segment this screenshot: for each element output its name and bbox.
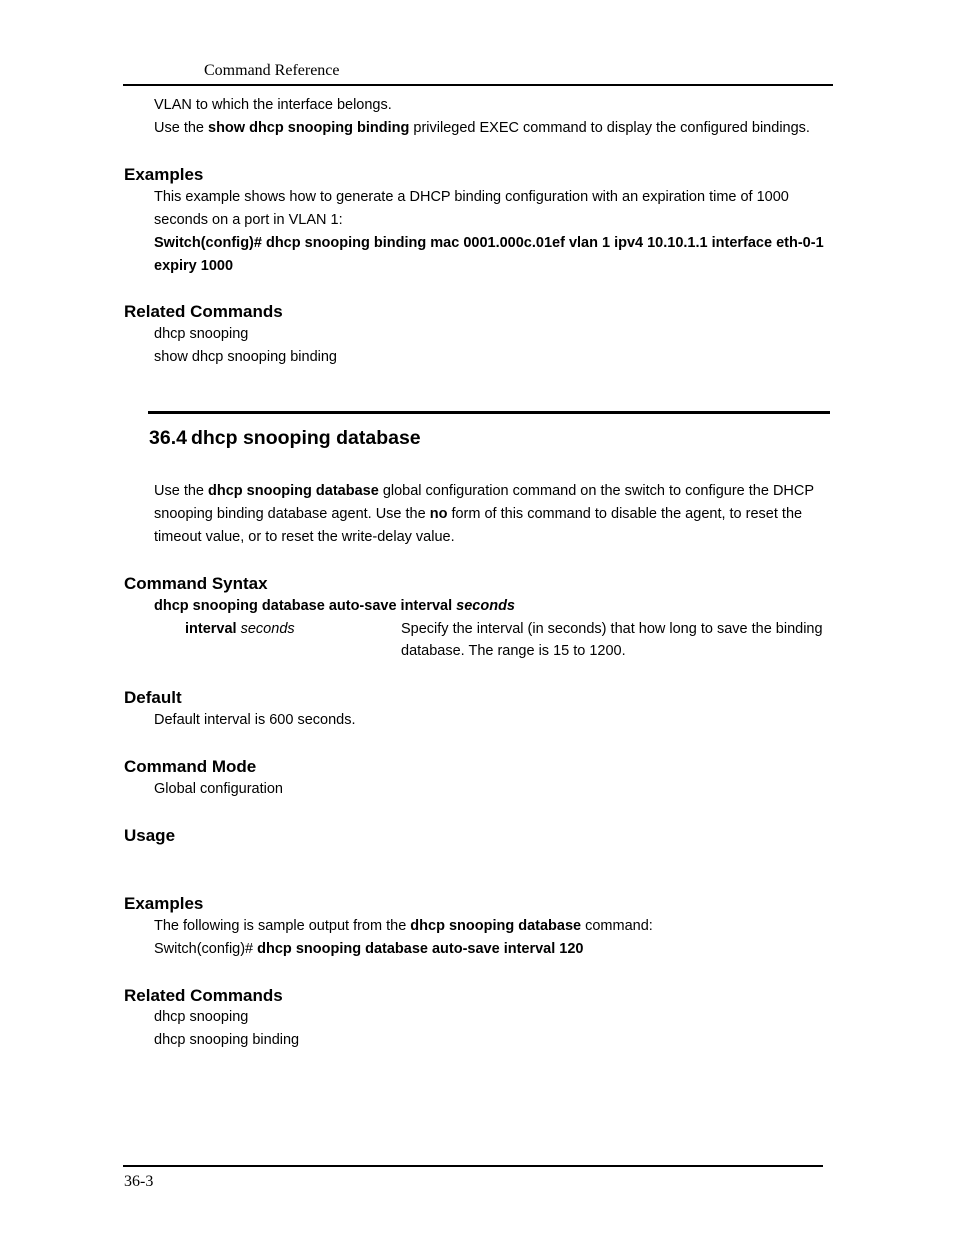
page-number: 36-3 bbox=[124, 1173, 154, 1190]
related-command-item: dhcp snooping bbox=[154, 1009, 249, 1025]
command-mode-heading: Command Mode bbox=[124, 757, 257, 776]
command-syntax-heading: Command Syntax bbox=[124, 574, 268, 593]
header-rule bbox=[123, 84, 833, 86]
intro-line-2: Use the show dhcp snooping binding privileged EXEC command to display the configured bindings. bbox=[154, 120, 810, 136]
example-command-line-1: Switch(config)# dhcp snooping binding mac 0001.000c.01ef vlan 1 ipv4 10.10.1.1 interface eth-0-1 bbox=[154, 235, 824, 251]
section-number: 36.4 bbox=[149, 427, 187, 449]
related-command-item: show dhcp snooping binding bbox=[154, 349, 337, 365]
parameter-description-line-2: database. The range is 15 to 1200. bbox=[401, 643, 626, 659]
example-command-line-2: expiry 1000 bbox=[154, 258, 234, 274]
section-rule bbox=[148, 411, 830, 414]
description-line-3: timeout value, or to reset the write-delay value. bbox=[154, 529, 455, 545]
parameter-description-line-1: Specify the interval (in seconds) that how long to save the binding bbox=[401, 621, 823, 637]
section-title bbox=[149, 427, 421, 450]
related-commands-heading: Related Commands bbox=[124, 986, 283, 1005]
command-mode-text: Global configuration bbox=[154, 781, 283, 797]
default-text: Default interval is 600 seconds. bbox=[154, 712, 356, 728]
examples-heading: Examples bbox=[124, 894, 204, 913]
running-header: Command Reference bbox=[204, 62, 340, 79]
related-command-item: dhcp snooping binding bbox=[154, 1032, 300, 1048]
intro-line-1: VLAN to which the interface belongs. bbox=[154, 97, 392, 113]
description-line-2: snooping binding database agent. Use the no form of this command to disable the agent, to reset the bbox=[154, 506, 803, 522]
usage-heading: Usage bbox=[124, 826, 176, 845]
example-command: Switch(config)# dhcp snooping database auto-save interval 120 bbox=[154, 941, 584, 957]
section-name: dhcp snooping database bbox=[190, 427, 421, 449]
examples-heading: Examples bbox=[124, 165, 204, 184]
description-line-1: Use the dhcp snooping database global configuration command on the switch to configure the DHCP bbox=[154, 483, 815, 499]
syntax-command: dhcp snooping database auto-save interval seconds bbox=[154, 598, 515, 614]
example-text-line: The following is sample output from the dhcp snooping database command: bbox=[154, 918, 653, 934]
example-text-line-2: seconds on a port in VLAN 1: bbox=[154, 212, 343, 228]
syntax-parameter: interval seconds bbox=[185, 621, 295, 637]
footer-rule bbox=[123, 1165, 823, 1167]
related-command-item: dhcp snooping bbox=[154, 326, 249, 342]
default-heading: Default bbox=[124, 688, 182, 707]
example-text-line-1: This example shows how to generate a DHCP binding configuration with an expiration time of 1000 bbox=[154, 189, 789, 205]
related-commands-heading: Related Commands bbox=[124, 302, 283, 321]
